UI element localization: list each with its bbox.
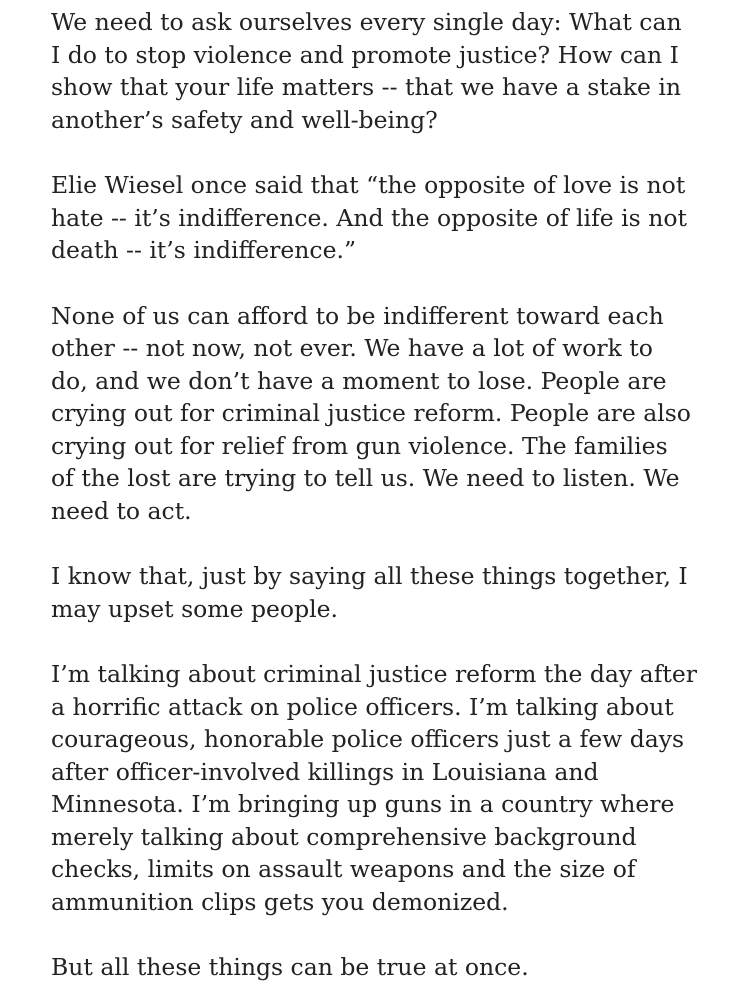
text-line: We need to ask ourselves every single day: What can <box>51 8 682 36</box>
text-line: show that your life matters -- that we have a stake in <box>51 73 682 101</box>
paragraph-4 <box>51 560 723 625</box>
text-line: after officer-involved killings in Louisiana and <box>51 757 599 786</box>
paragraph-6 <box>51 951 723 984</box>
paragraph-2 <box>51 169 723 267</box>
paragraph-1 <box>51 6 723 136</box>
text-line: checks, limits on assault weapons and the size of <box>51 855 636 883</box>
text-line: crying out for relief from gun violence. The families <box>51 431 668 460</box>
text-line: I’m talking about criminal justice reform the day after <box>51 660 697 688</box>
text-line: another’s safety and well-being? <box>51 105 438 134</box>
text-line: crying out for criminal justice reform. People are also <box>51 399 691 427</box>
text-line: a horrific attack on police officers. I’m talking about <box>51 692 674 721</box>
text-line: merely talking about comprehensive background <box>51 822 637 851</box>
text-line: Elie Wiesel once said that “the opposite of love is not <box>51 171 686 199</box>
paragraph-3 <box>51 300 723 528</box>
text-line: ammunition clips gets you demonized. <box>51 887 509 916</box>
text-line: courageous, honorable police officers just a few days <box>51 725 685 753</box>
text-line: do, and we don’t have a moment to lose. People are <box>51 366 667 395</box>
text-line: may upset some people. <box>51 594 339 623</box>
text-line: I do to stop violence and promote justice? How can I <box>51 40 679 69</box>
text-line: need to act. <box>51 496 192 525</box>
text-line: But all these things can be true at once. <box>51 953 529 981</box>
text-line: other -- not now, not ever. We have a lot of work to <box>51 334 653 362</box>
text-line: None of us can afford to be indifferent toward each <box>51 301 664 330</box>
text-line: I know that, just by saying all these things together, I <box>51 562 688 590</box>
text-line: death -- it’s indifference.” <box>51 236 356 264</box>
text-line: Minnesota. I’m bringing up guns in a country where <box>51 790 675 818</box>
text-line: hate -- it’s indifference. And the opposite of life is not <box>51 203 687 232</box>
text-line: of the lost are trying to tell us. We need to listen. We <box>51 464 680 492</box>
paragraph-5 <box>51 658 723 918</box>
